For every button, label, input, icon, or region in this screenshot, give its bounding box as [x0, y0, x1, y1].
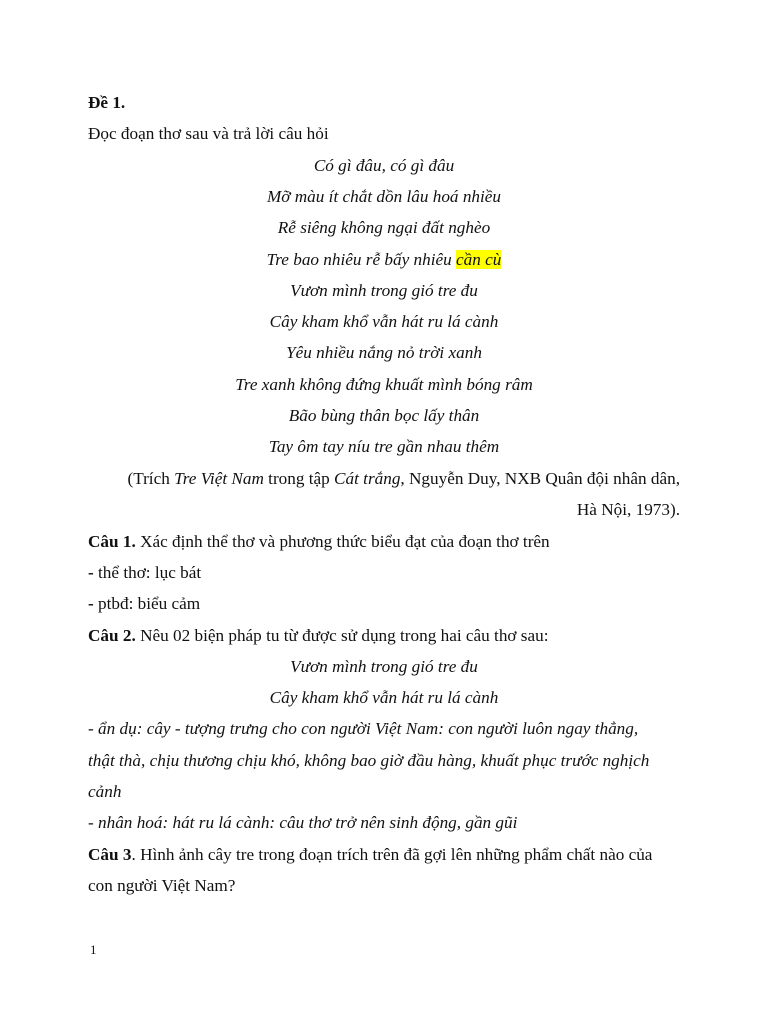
question-2: Câu 2. Nêu 02 biện pháp tu từ được sử dụng trong hai câu thơ sau:: [88, 626, 549, 645]
highlighted-text: cần cù: [456, 250, 502, 269]
answer-1-item: - thể thơ: lục bát: [88, 563, 202, 582]
poem-line: Bão bùng thân bọc lấy thân: [288, 406, 480, 425]
answer-2-text: - ẩn dụ: cây - tượng trưng cho con người Việt Nam: con người luôn ngay thẳng,: [88, 719, 639, 738]
poem-line: Rễ siêng không ngại đất nghèo: [277, 218, 491, 237]
poem-line: Tay ôm tay níu tre gần nhau thêm: [268, 437, 500, 456]
question-1: Câu 1. Xác định thể thơ và phương thức biểu đạt của đoạn thơ trên: [88, 532, 550, 551]
question-3: Câu 3. Hình ảnh cây tre trong đoạn trích trên đã gợi lên những phẩm chất nào của: [88, 845, 653, 864]
quoted-verse: Cây kham khổ vẫn hát ru lá cành: [269, 688, 499, 707]
source-citation-cont: Hà Nội, 1973).: [576, 500, 680, 519]
poem-line: Tre bao nhiêu rễ bấy nhiêu cần cù: [266, 250, 502, 269]
poem-line: Cây kham khổ vẫn hát ru lá cành: [269, 312, 499, 331]
exam-heading: Đề 1.: [88, 93, 126, 112]
instruction: Đọc đoạn thơ sau và trả lời câu hỏi: [88, 124, 329, 143]
poem-line: Có gì đâu, có gì đâu: [313, 156, 455, 175]
answer-2-text: - nhân hoá: hát ru lá cành: câu thơ trở nên sinh động, gần gũi: [88, 813, 518, 832]
quoted-verse: Vươn mình trong gió tre đu: [290, 657, 478, 676]
question-3-cont: con người Việt Nam?: [88, 876, 236, 895]
page-number: 1: [90, 942, 97, 957]
poem-line: Tre xanh không đứng khuất mình bóng râm: [235, 375, 533, 394]
answer-1-item: - ptbđ: biểu cảm: [88, 594, 201, 613]
answer-2-text: thật thà, chịu thương chịu khó, không bao giờ đầu hàng, khuất phục trước nghịch: [88, 751, 650, 770]
poem-line: Vươn mình trong gió tre đu: [290, 281, 478, 300]
answer-2-text: cảnh: [88, 782, 122, 801]
source-citation: (Trích Tre Việt Nam trong tập Cát trắng, Nguyễn Duy, NXB Quân đội nhân dân,: [127, 469, 680, 488]
poem-line: Yêu nhiều nắng nỏ trời xanh: [286, 343, 482, 362]
poem-line: Mỡ màu ít chắt dồn lâu hoá nhiều: [266, 187, 502, 206]
